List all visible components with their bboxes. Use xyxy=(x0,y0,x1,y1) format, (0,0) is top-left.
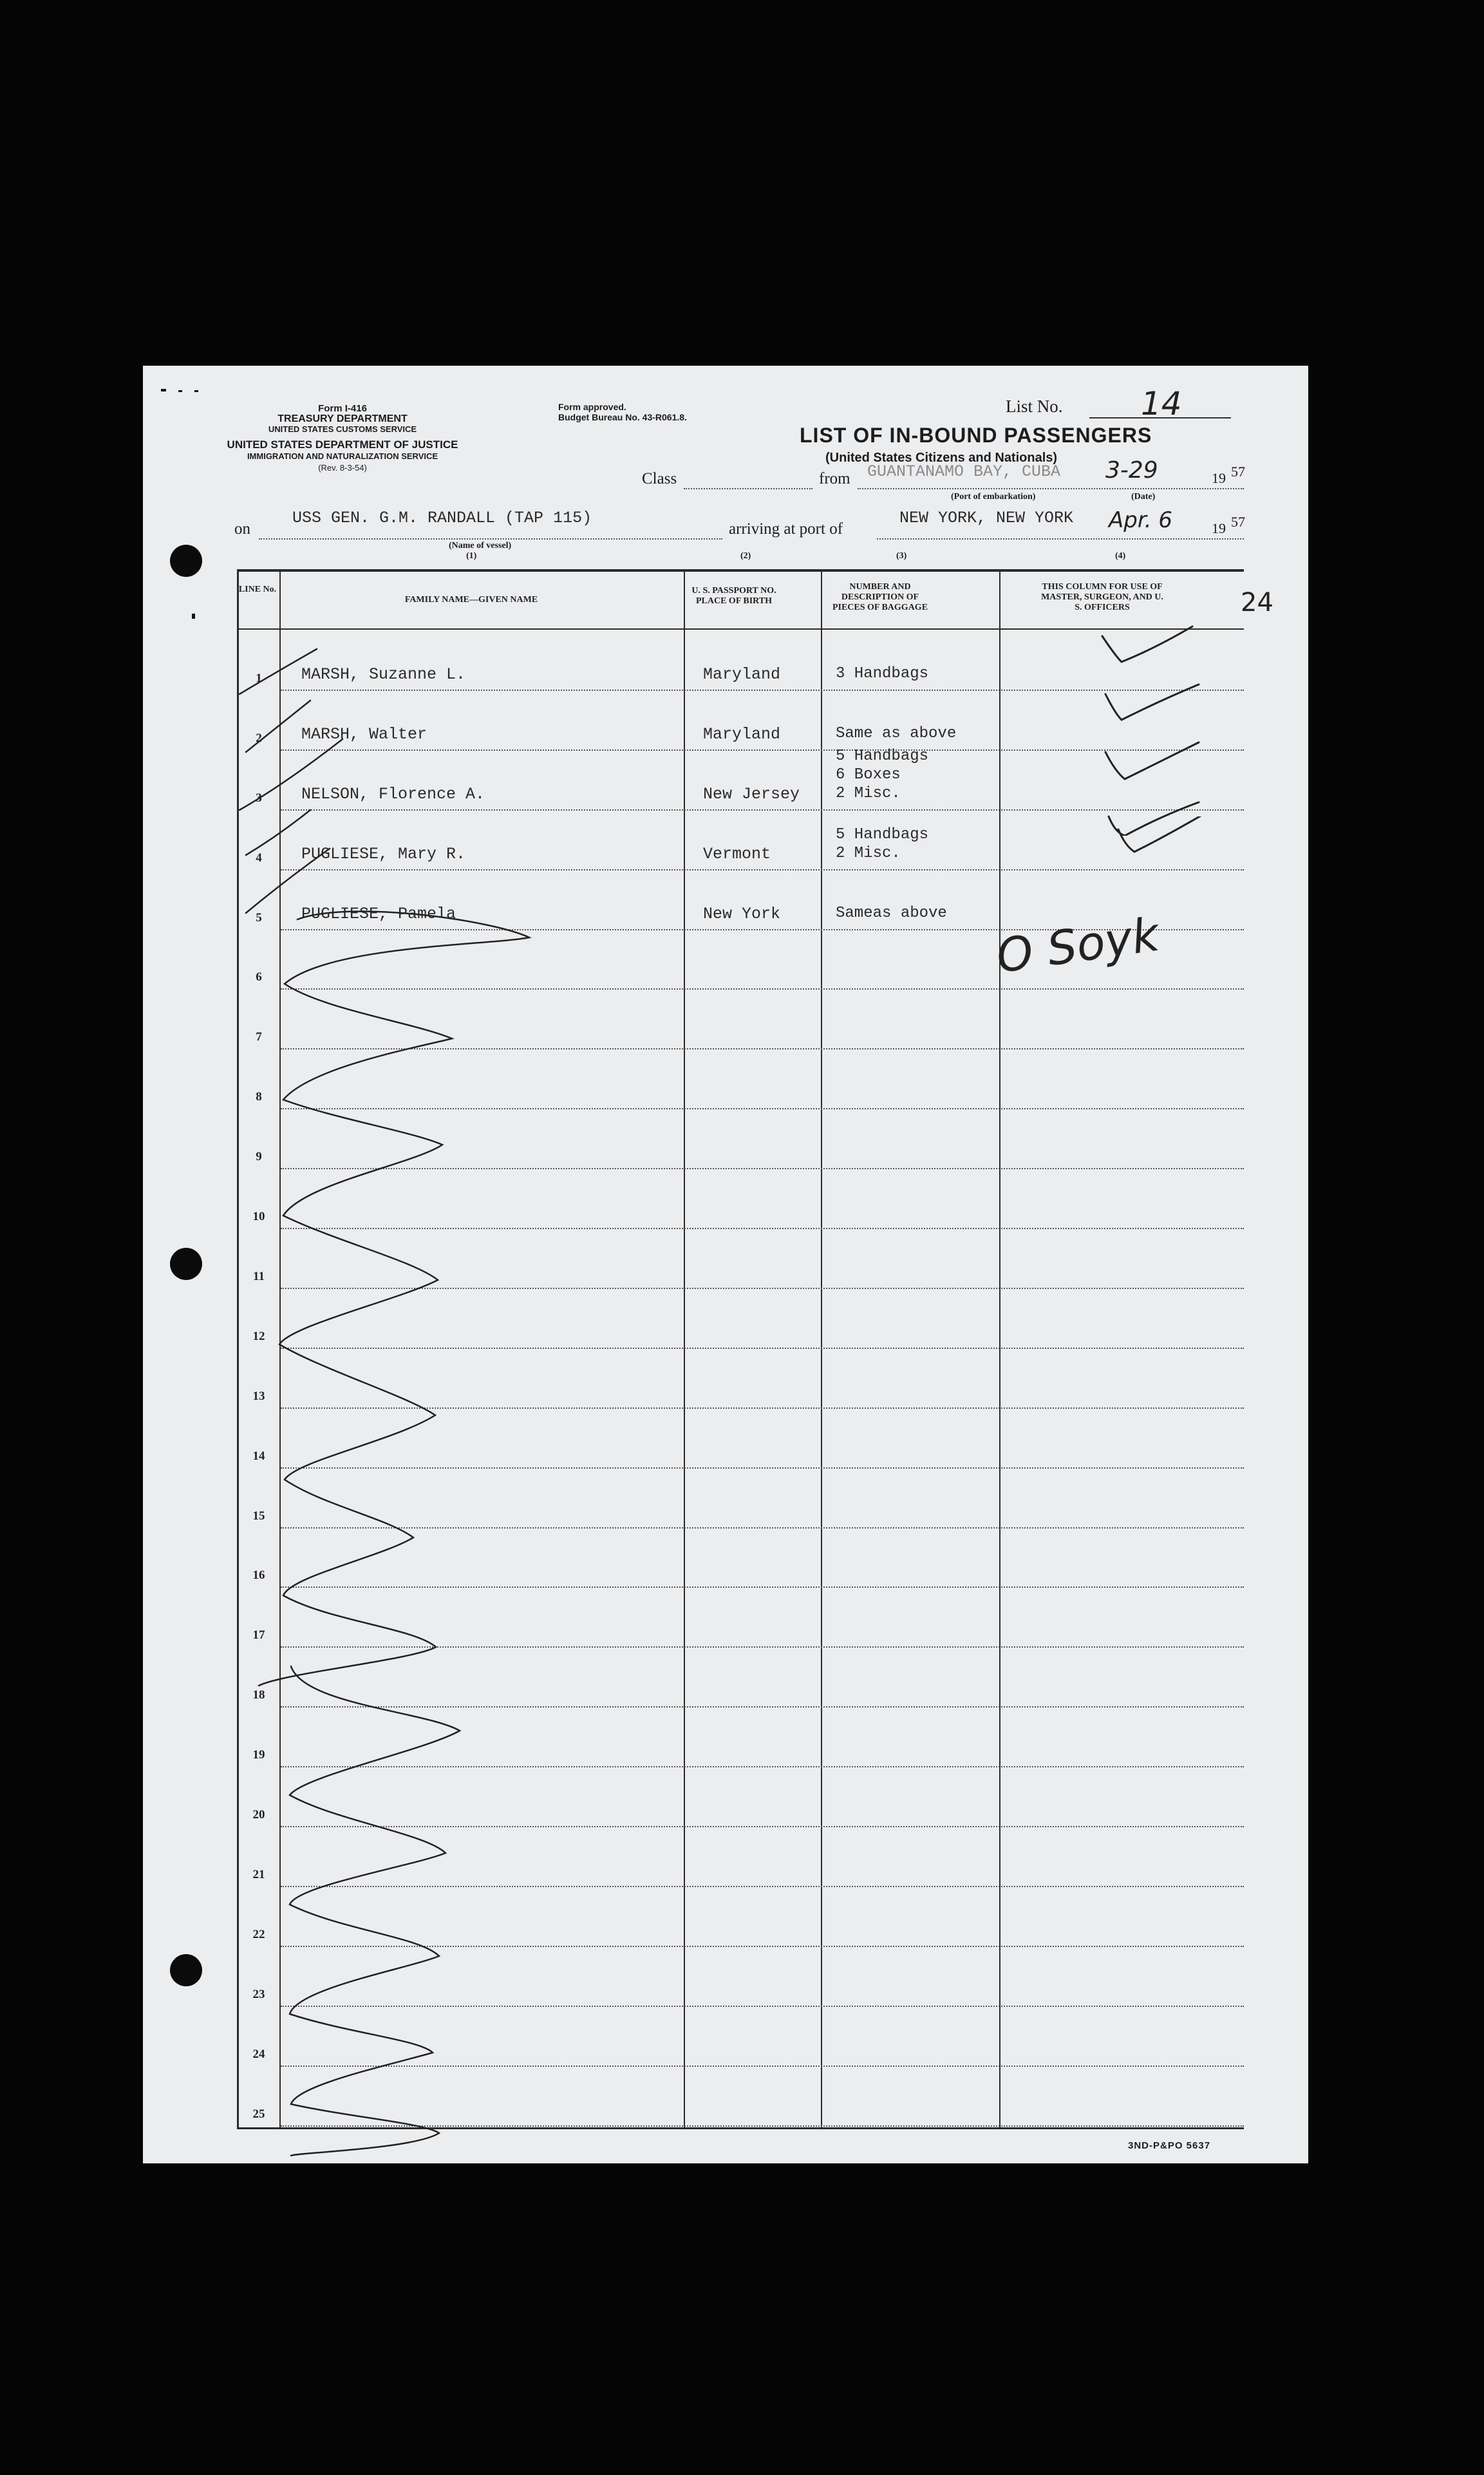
col-header-line-no: LINE No. xyxy=(238,585,277,594)
customs-service: UNITED STATES CUSTOMS SERVICE xyxy=(268,424,417,434)
baggage-description: 2 Misc. xyxy=(836,844,901,862)
list-no-value: 14 xyxy=(1141,385,1182,422)
port-of-arrival: NEW YORK, NEW YORK xyxy=(899,509,1074,527)
line-number: 14 xyxy=(252,1449,265,1463)
port-embark-caption: (Port of embarkation) xyxy=(951,492,1036,502)
passenger-name: PUGLIESE, Pamela xyxy=(301,904,456,923)
col-caption-2: (2) xyxy=(740,551,751,561)
from-label: from xyxy=(819,470,850,487)
line-number: 12 xyxy=(252,1329,265,1343)
vessel-name: USS GEN. G.M. RANDALL (TAP 115) xyxy=(292,509,592,527)
form-revision: (Rev. 8-3-54) xyxy=(318,463,367,473)
line-number: 8 xyxy=(256,1090,262,1104)
officer-check-marks xyxy=(1096,623,1353,836)
line-number: 25 xyxy=(252,2107,265,2121)
line-number: 13 xyxy=(252,1389,265,1403)
baggage-description: Same as above xyxy=(836,724,957,742)
treasury-dept: TREASURY DEPARTMENT xyxy=(277,413,408,424)
line-number: 18 xyxy=(252,1688,265,1702)
col-header-name: FAMILY NAME—GIVEN NAME xyxy=(404,595,538,605)
form-approved: Form approved. xyxy=(558,402,626,412)
place-of-birth: Maryland xyxy=(703,724,781,744)
punch-hole-bottom xyxy=(170,1954,202,1986)
place-of-birth: New Jersey xyxy=(703,784,800,804)
on-label: on xyxy=(234,520,250,538)
arriving-label: arriving at port of xyxy=(729,520,843,538)
baggage-description: 2 Misc. xyxy=(836,784,901,802)
col-caption-3: (3) xyxy=(896,551,907,561)
punch-hole-middle xyxy=(170,1248,202,1280)
place-of-birth: Vermont xyxy=(703,844,771,863)
baggage-description: 5 Handbags xyxy=(836,747,929,765)
justice-dept: UNITED STATES DEPARTMENT OF JUSTICE xyxy=(227,438,458,451)
officer-initials: O Soyk xyxy=(993,907,1163,984)
budget-bureau: Budget Bureau No. 43-R061.8. xyxy=(558,412,687,422)
line-number: 5 xyxy=(256,910,262,925)
col-header-officers: THIS COLUMN FOR USE OF MASTER, SURGEON, AND U. S. OFFICERS xyxy=(1041,582,1163,612)
document-page xyxy=(143,366,1308,2163)
line-number: 23 xyxy=(252,1987,265,2001)
line-number: 10 xyxy=(252,1210,265,1223)
form-id: Form I-416 xyxy=(318,403,367,414)
col-header-passport: U. S. PASSPORT NO. PLACE OF BIRTH xyxy=(691,586,776,606)
arrival-year: 57 xyxy=(1231,514,1245,530)
line-number: 4 xyxy=(256,851,262,865)
baggage-description: Sameas above xyxy=(836,904,947,922)
year-prefix-2: 19 xyxy=(1212,520,1226,536)
line-number: 22 xyxy=(252,1927,265,1941)
col-caption-1: (1) xyxy=(466,551,477,561)
passenger-name: NELSON, Florence A. xyxy=(301,784,485,804)
line-number: 21 xyxy=(252,1867,265,1881)
line-number: 7 xyxy=(256,1030,262,1044)
place-of-birth: Maryland xyxy=(703,664,781,684)
line-number: 15 xyxy=(252,1509,265,1523)
passenger-name: MARSH, Suzanne L. xyxy=(301,664,466,684)
date-caption: (Date) xyxy=(1131,492,1156,502)
line-number: 19 xyxy=(252,1748,265,1762)
scribble-marks xyxy=(220,623,671,2169)
line-number: 2 xyxy=(256,731,262,745)
line-number: 9 xyxy=(256,1150,262,1164)
line-number: 16 xyxy=(252,1568,265,1583)
footer-code: 3ND-P&PO 5637 xyxy=(1128,2140,1211,2151)
passenger-name: MARSH, Walter xyxy=(301,724,427,744)
line-number: 6 xyxy=(256,970,262,984)
line-number: 11 xyxy=(253,1269,265,1283)
embarkation-year: 57 xyxy=(1231,464,1245,480)
ins-service: IMMIGRATION AND NATURALIZATION SERVICE xyxy=(247,451,438,461)
line-number: 17 xyxy=(252,1628,265,1642)
list-no-label: List No. xyxy=(1006,397,1063,416)
vessel-caption: (Name of vessel) xyxy=(449,541,512,551)
baggage-description: 3 Handbags xyxy=(836,664,929,682)
line-number: 24 xyxy=(252,2047,265,2061)
document-title: LIST OF IN-BOUND PASSENGERS xyxy=(800,424,1152,447)
line-number: 1 xyxy=(256,671,262,685)
punch-hole-top xyxy=(170,545,202,577)
col-header-baggage: NUMBER AND DESCRIPTION OF PIECES OF BAGGAGE xyxy=(832,582,928,612)
officer-check-mark-5 xyxy=(1096,816,1353,874)
col-caption-4: (4) xyxy=(1115,551,1126,561)
baggage-description: 6 Boxes xyxy=(836,766,901,784)
embarkation-date: 3-29 xyxy=(1105,457,1158,484)
port-of-embarkation: GUANTANAMO BAY, CUBA xyxy=(867,462,1061,481)
year-prefix-1: 19 xyxy=(1212,470,1226,486)
passenger-name: PUGLIESE, Mary R. xyxy=(301,844,466,863)
line-number: 3 xyxy=(256,791,262,805)
line-number: 20 xyxy=(252,1808,265,1821)
baggage-description: 5 Handbags xyxy=(836,825,929,843)
place-of-birth: New York xyxy=(703,904,781,923)
side-note-number: 24 xyxy=(1241,588,1273,617)
arrival-date: Apr. 6 xyxy=(1109,507,1172,533)
document-subtitle: (United States Citizens and Nationals) xyxy=(825,451,1058,465)
class-label: Class xyxy=(642,470,677,487)
